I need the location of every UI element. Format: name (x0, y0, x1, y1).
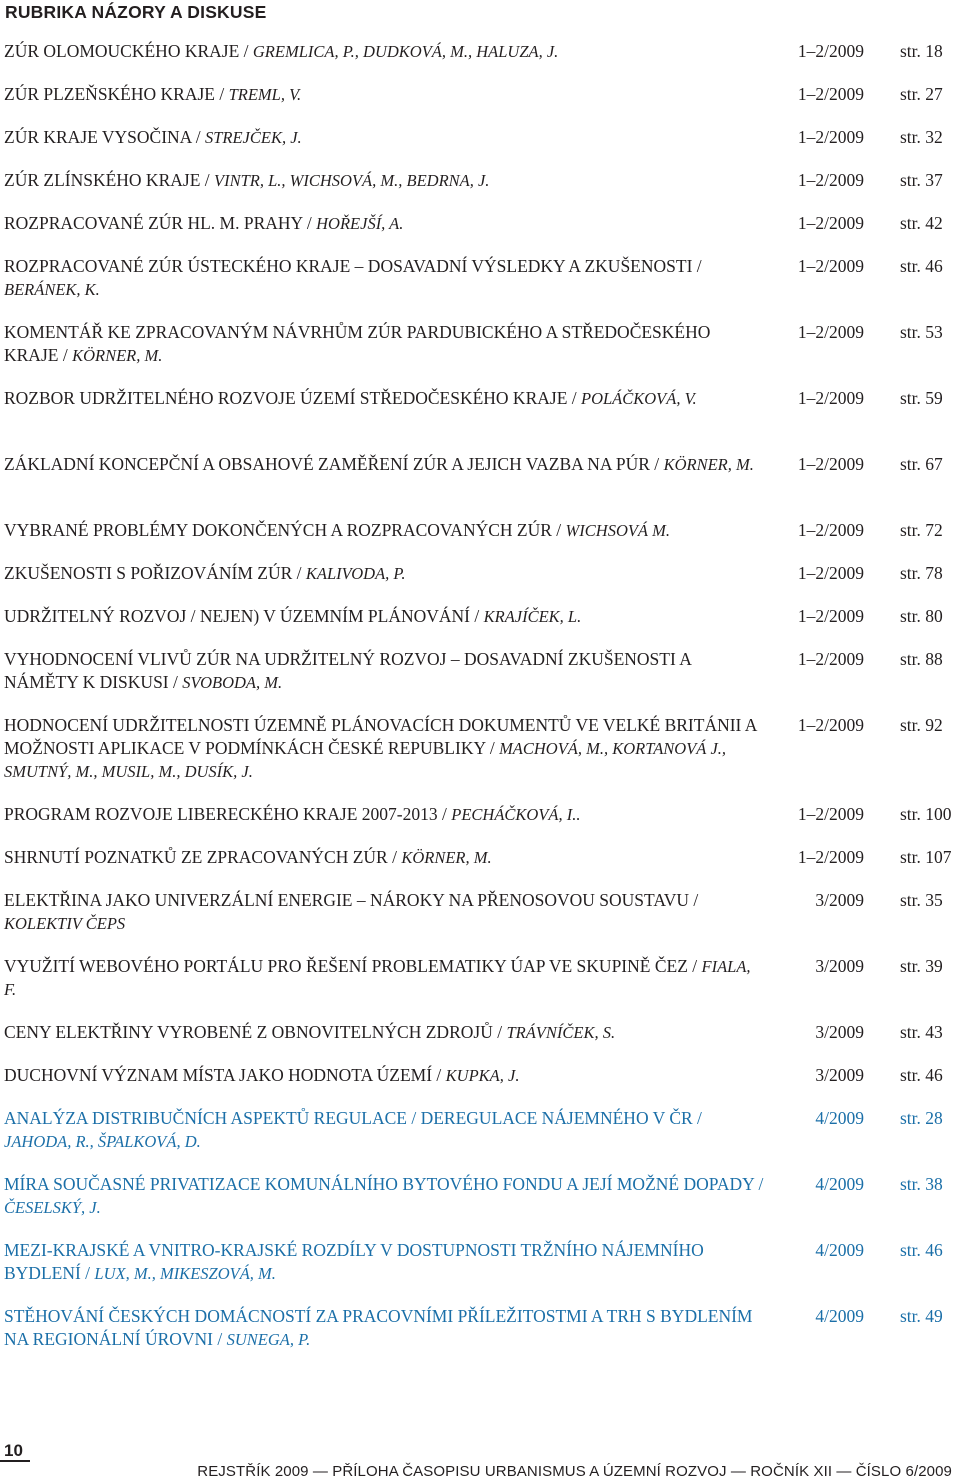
footer-rule (0, 1460, 30, 1462)
entry-authors: KÖRNER, M. (72, 346, 163, 365)
entry-title-text: MÍRA SOUČASNÉ PRIVATIZACE KOMUNÁLNÍHO BYTOVÉHO FONDU A JEJÍ MOŽNÉ DOPADY / (4, 1174, 764, 1194)
entry-issue: 1–2/2009 (797, 649, 864, 669)
index-entry (0, 889, 960, 935)
entry-page: str. 53 (900, 322, 943, 342)
index-entry (0, 321, 960, 367)
entry-page: str. 18 (900, 41, 943, 61)
entry-issue: 4/2009 (815, 1174, 864, 1194)
entry-title-text: UDRŽITELNÝ ROZVOJ / NEJEN) V ÚZEMNÍM PLÁNOVÁNÍ / (4, 606, 484, 626)
entry-page: str. 39 (900, 956, 943, 976)
entry-title (0, 387, 764, 410)
entry-title-text: ROZPRACOVANÉ ZÚR HL. M. PRAHY / (4, 213, 317, 233)
entry-page: str. 35 (900, 890, 943, 910)
entry-page: str. 59 (900, 388, 943, 408)
entry-authors: SVOBODA, M. (182, 673, 283, 692)
entry-authors: MACHOVÁ, M., KORTANOVÁ J., SMUTNÝ, M., MUSIL, M., DUSÍK, J. (4, 739, 727, 781)
entry-page: str. 100 (900, 804, 952, 824)
entry-authors: KALIVODA, P. (305, 564, 406, 583)
entry-title-text: CENY ELEKTŘINY VYROBENÉ Z OBNOVITELNÝCH ZDROJŮ / (4, 1022, 507, 1042)
entry-title (0, 1021, 764, 1044)
entry-page: str. 78 (900, 563, 943, 583)
entry-authors: JAHODA, R., ŠPALKOVÁ, D. (4, 1132, 201, 1151)
index-entry (0, 1239, 960, 1285)
entry-authors: TREML, V. (228, 85, 302, 104)
entry-title (0, 1064, 764, 1087)
entry-issue: 1–2/2009 (797, 563, 864, 583)
entry-title-text: ZÁKLADNÍ KONCEPČNÍ A OBSAHOVÉ ZAMĚŘENÍ ZÚR A JEJICH VAZBA NA PÚR / (4, 454, 664, 474)
index-entry (0, 562, 960, 585)
entry-page: str. 92 (900, 715, 943, 735)
entry-title-text: SHRNUTÍ POZNATKŮ ZE ZPRACOVANÝCH ZÚR / (4, 847, 402, 867)
entry-title-text: VYBRANÉ PROBLÉMY DOKONČENÝCH A ROZPRACOVANÝCH ZÚR / (4, 520, 566, 540)
index-entry (0, 519, 960, 542)
entry-issue: 3/2009 (815, 956, 864, 976)
entry-title-text: ANALÝZA DISTRIBUČNÍCH ASPEKTŮ REGULACE / DEREGULACE NÁJEMNÉHO V ČR / (4, 1108, 702, 1128)
index-entry (0, 1064, 960, 1087)
entry-authors: PECHÁČKOVÁ, I.. (451, 805, 581, 824)
entry-page: str. 38 (900, 1174, 943, 1194)
entry-authors: POLÁČKOVÁ, V. (581, 389, 697, 408)
entry-title-text: ZÚR ZLÍNSKÉHO KRAJE / (4, 170, 214, 190)
entry-issue: 4/2009 (815, 1306, 864, 1326)
entry-title (0, 1305, 764, 1351)
entry-title-text: ELEKTŘINA JAKO UNIVERZÁLNÍ ENERGIE – NÁROKY NA PŘENOSOVOU SOUSTAVU / (4, 890, 699, 910)
entry-issue: 1–2/2009 (797, 520, 864, 540)
entry-title (0, 169, 764, 192)
entry-title (0, 519, 764, 542)
entry-authors: KUPKA, J. (445, 1066, 520, 1085)
entry-title (0, 846, 764, 869)
entry-title (0, 83, 764, 106)
index-entry (0, 1173, 960, 1219)
entry-issue: 4/2009 (815, 1240, 864, 1260)
entry-title-text: MEZI-KRAJSKÉ A VNITRO-KRAJSKÉ ROZDÍLY V DOSTUPNOSTI TRŽNÍHO NÁJEMNÍHO BYDLENÍ / (4, 1240, 704, 1283)
entry-authors: KRAJÍČEK, L. (483, 607, 582, 626)
entry-page: str. 49 (900, 1306, 943, 1326)
entry-title (0, 453, 764, 476)
entry-title-text: STĚHOVÁNÍ ČESKÝCH DOMÁCNOSTÍ ZA PRACOVNÍMI PŘÍLEŽITOSTMI A TRH S BYDLENÍM NA REGIONÁLNÍ ÚROVNI / (4, 1306, 753, 1349)
entry-title (0, 1107, 764, 1153)
entry-issue: 1–2/2009 (797, 213, 864, 233)
entry-authors: STREJČEK, J. (204, 128, 302, 147)
entry-page: str. 80 (900, 606, 943, 626)
entry-title (0, 255, 764, 301)
entry-title-text: ROZBOR UDRŽITELNÉHO ROZVOJE ÚZEMÍ STŘEDOČESKÉHO KRAJE / (4, 388, 581, 408)
entry-title (0, 714, 764, 783)
entry-title-text: ZÚR OLOMOUCKÉHO KRAJE / (4, 41, 253, 61)
index-entry (0, 714, 960, 783)
index-entry (0, 803, 960, 826)
entry-title (0, 889, 764, 935)
entry-page: str. 27 (900, 84, 943, 104)
index-entry (0, 40, 960, 63)
section-header (0, 0, 960, 28)
entry-issue: 1–2/2009 (797, 127, 864, 147)
page-number: 10 (4, 1441, 23, 1460)
entry-issue: 1–2/2009 (797, 804, 864, 824)
entry-page: str. 72 (900, 520, 943, 540)
entry-page: str. 32 (900, 127, 943, 147)
entry-title-text: ZKUŠENOSTI S POŘIZOVÁNÍM ZÚR / (4, 563, 306, 583)
entry-issue: 1–2/2009 (797, 322, 864, 342)
entry-authors: KÖRNER, M. (401, 848, 492, 867)
entry-title-text: PROGRAM ROZVOJE LIBERECKÉHO KRAJE 2007-2013 / (4, 804, 452, 824)
entry-page: str. 42 (900, 213, 943, 233)
entry-title (0, 955, 764, 1001)
entry-page: str. 88 (900, 649, 943, 669)
entry-issue: 1–2/2009 (797, 170, 864, 190)
index-entry (0, 126, 960, 149)
entry-page: str. 107 (900, 847, 952, 867)
entry-title-text: ZÚR KRAJE VYSOČINA / (4, 127, 205, 147)
entry-page: str. 46 (900, 1065, 943, 1085)
entry-authors: SUNEGA, P. (226, 1330, 311, 1349)
footer-text: REJSTŘÍK 2009 — PŘÍLOHA ČASOPISU URBANISMUS A ÚZEMNÍ ROZVOJ — ROČNÍK XII — ČÍSLO 6/2009 (197, 1463, 952, 1480)
entry-authors: VINTR, L., WICHSOVÁ, M., BEDRNA, J. (214, 171, 490, 190)
entry-issue: 1–2/2009 (797, 256, 864, 276)
entry-authors: WICHSOVÁ M. (565, 521, 671, 540)
entry-page: str. 37 (900, 170, 943, 190)
entry-issue: 1–2/2009 (797, 847, 864, 867)
index-entry (0, 605, 960, 628)
entry-issue: 1–2/2009 (797, 388, 864, 408)
entry-issue: 1–2/2009 (797, 606, 864, 626)
entry-issue: 1–2/2009 (797, 84, 864, 104)
entry-page: str. 43 (900, 1022, 943, 1042)
entry-title (0, 40, 764, 63)
entry-title (0, 1173, 764, 1219)
index-entry (0, 169, 960, 192)
index-entry (0, 387, 960, 410)
entry-issue: 4/2009 (815, 1108, 864, 1128)
entry-title-text: VYHODNOCENÍ VLIVŮ ZÚR NA UDRŽITELNÝ ROZVOJ – DOSAVADNÍ ZKUŠENOSTI A NÁMĚTY K DISKUSI / (4, 649, 691, 692)
index-entry (0, 955, 960, 1001)
entry-title-text: ZÚR PLZEŇSKÉHO KRAJE / (4, 84, 229, 104)
index-entry (0, 1305, 960, 1351)
entry-authors: KÖRNER, M. (663, 455, 754, 474)
entry-page: str. 67 (900, 454, 943, 474)
entry-issue: 1–2/2009 (797, 41, 864, 61)
entry-authors: TRÁVNÍČEK, S. (506, 1023, 616, 1042)
entry-issue: 1–2/2009 (797, 454, 864, 474)
entry-authors: ČESELSKÝ, J. (4, 1198, 101, 1217)
index-entry (0, 846, 960, 869)
entry-authors: GREMLICA, P., DUDKOVÁ, M., HALUZA, J. (252, 42, 559, 61)
entry-title-text: HODNOCENÍ UDRŽITELNOSTI ÚZEMNĚ PLÁNOVACÍCH DOKUMENTŮ VE VELKÉ BRITÁNII A MOŽNOSTI APLIKACE V PODMÍNKÁCH ČESKÉ REPUBLIKY / (4, 715, 757, 758)
entry-title (0, 648, 764, 694)
index-entry (0, 648, 960, 694)
entry-issue: 3/2009 (815, 1022, 864, 1042)
entry-authors: BERÁNEK, K. (4, 280, 100, 299)
entry-page: str. 46 (900, 1240, 943, 1260)
entry-authors: HOŘEJŠÍ, A. (316, 214, 404, 233)
entry-title (0, 1239, 764, 1285)
section-title: RUBRIKA NÁZORY A DISKUSE (5, 2, 267, 22)
entry-title (0, 212, 764, 235)
entry-authors: LUX, M., MIKESZOVÁ, M. (94, 1264, 276, 1283)
index-entry (0, 453, 960, 476)
entry-title (0, 126, 764, 149)
entry-authors: FIALA, F. (4, 957, 751, 999)
entry-title (0, 562, 764, 585)
entry-page: str. 46 (900, 256, 943, 276)
index-entry (0, 255, 960, 301)
entry-issue: 3/2009 (815, 890, 864, 910)
entry-issue: 3/2009 (815, 1065, 864, 1085)
entry-title-text: DUCHOVNÍ VÝZNAM MÍSTA JAKO HODNOTA ÚZEMÍ / (4, 1065, 446, 1085)
entry-title-text: KOMENTÁŘ KE ZPRACOVANÝM NÁVRHŮM ZÚR PARDUBICKÉHO A STŘEDOČESKÉHO KRAJE / (4, 322, 711, 365)
entry-title-text: ROZPRACOVANÉ ZÚR ÚSTECKÉHO KRAJE – DOSAVADNÍ VÝSLEDKY A ZKUŠENOSTI / (4, 256, 702, 276)
entry-title (0, 321, 764, 367)
entry-authors: KOLEKTIV ČEPS (4, 914, 126, 933)
entry-title-text: VYUŽITÍ WEBOVÉHO PORTÁLU PRO ŘEŠENÍ PROBLEMATIKY ÚAP VE SKUPINĚ ČEZ / (4, 956, 702, 976)
entry-title (0, 803, 764, 826)
index-entry (0, 1021, 960, 1044)
entry-page: str. 28 (900, 1108, 943, 1128)
entry-issue: 1–2/2009 (797, 715, 864, 735)
index-entry (0, 1107, 960, 1153)
index-entry (0, 212, 960, 235)
index-entry (0, 83, 960, 106)
entry-title (0, 605, 764, 628)
